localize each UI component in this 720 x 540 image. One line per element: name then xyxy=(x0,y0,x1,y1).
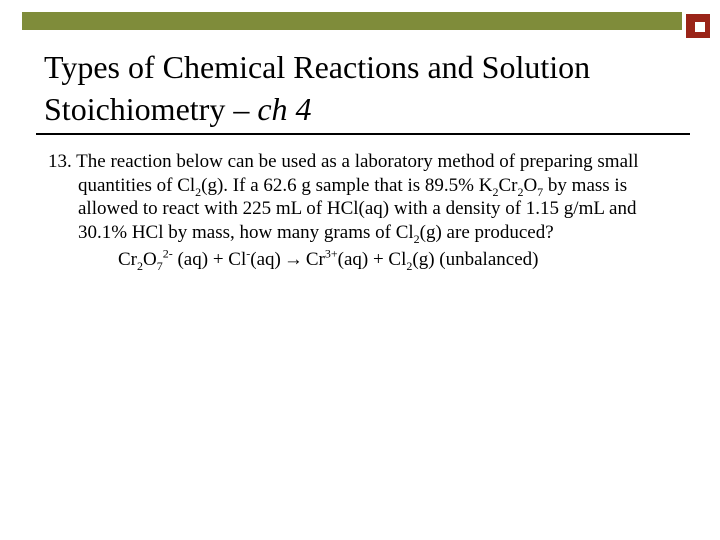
equation-part: (aq) + Cl xyxy=(172,249,247,270)
title-divider xyxy=(36,133,690,135)
problem-text-part: Cr xyxy=(498,174,518,196)
equation-part: Cr xyxy=(305,249,325,270)
subscript: 2 xyxy=(517,184,524,199)
title-line-1: Types of Chemical Reactions and Solution xyxy=(44,49,591,85)
problem-text xyxy=(48,150,688,244)
problem-text-part: The reaction below can be used as a laboratory method of preparing small quantities of Cl xyxy=(71,151,639,196)
equation-part: (aq) xyxy=(250,249,281,270)
slide-content xyxy=(48,150,688,272)
subscript: 2 xyxy=(137,258,143,273)
subscript: 2 xyxy=(195,184,202,199)
superscript: 2- xyxy=(162,246,173,261)
subscript: 7 xyxy=(156,258,163,273)
reaction-arrow-icon: → xyxy=(283,249,303,270)
title-line-2-prefix: Stoichiometry – xyxy=(44,91,258,127)
superscript: 3+ xyxy=(324,246,338,261)
subscript: 2 xyxy=(413,231,420,246)
equation-part: (aq) + Cl xyxy=(337,249,407,270)
slide-title xyxy=(44,46,684,130)
problem-text-part: (g). If a 62.6 g sample that is 89.5% K xyxy=(201,174,493,196)
equation-part: O xyxy=(143,249,157,270)
header-bar xyxy=(22,12,682,30)
subscript: 7 xyxy=(537,184,544,199)
corner-decoration-inner xyxy=(693,20,707,34)
subscript: 2 xyxy=(492,184,499,199)
problem-text-part: by mass is allowed to react with 225 mL of HCl(aq) with a density of 1.15 g/mL and 30.1% HCl by mass, how many grams of Cl xyxy=(78,174,637,243)
superscript: - xyxy=(246,246,251,261)
chemical-equation xyxy=(118,248,688,272)
problem-text-part: (g) are produced? xyxy=(419,221,554,243)
problem-number: 13. xyxy=(48,151,72,172)
title-line-2-italic: ch 4 xyxy=(257,91,312,127)
problem-text-part: O xyxy=(523,174,538,196)
subscript: 2 xyxy=(406,258,413,273)
equation-part: Cr xyxy=(118,249,137,270)
equation-part: (g) (unbalanced) xyxy=(412,249,539,270)
